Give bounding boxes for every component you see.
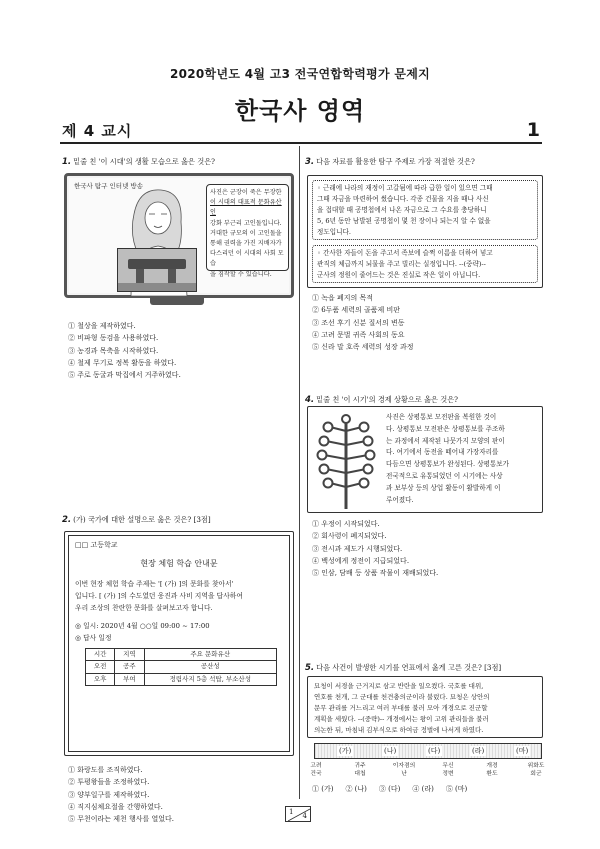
timeline-segment: (나)	[384, 747, 397, 755]
coin-mold-image	[316, 411, 376, 511]
option[interactable]: ④ (라)	[412, 785, 434, 793]
question-3-number: 3.	[305, 157, 315, 167]
option[interactable]: ② 투평왕들을 조정하였다.	[68, 778, 150, 787]
table-cell: 오전	[86, 661, 115, 673]
table-header-row	[86, 649, 277, 661]
table-row	[86, 661, 277, 673]
notice-line: 입니다. [ (가) ]의 수도였던 웅진과 사비 지역을 답사하여	[75, 592, 243, 600]
passage-line: 연호를 천개, 그 군대를 천견충의군이라 불렀다. 묘청은 상안의	[314, 693, 490, 701]
source-box	[307, 175, 543, 288]
option[interactable]: ⑤ 인삼, 담배 등 상품 작물이 재배되었다.	[312, 569, 439, 578]
timeline-label: 귀주 대첩	[354, 763, 366, 777]
schedule-table	[85, 648, 277, 686]
timeline-label: 무신 정변	[442, 763, 454, 777]
notice-line: 이번 현장 체험 학습 주제는 '[ (가) ]의 문화를 찾아서'	[75, 580, 234, 588]
option[interactable]: ⑤ 주로 동굴과 막집에서 거주하였다.	[68, 371, 181, 380]
question-5-options	[312, 783, 467, 795]
option[interactable]: ③ 양부일구를 제작하였다.	[68, 790, 150, 799]
passage-line: 과 보부상 등의 상업 활동이 활발하게 이	[386, 483, 501, 492]
trip-date: ◎ 일시: 2020년 4월 ○○일 09:00 ~ 17:00	[75, 622, 210, 630]
passage-line: ◦ 근래에 나라의 재정이 고갈됨에 따라 급한 일이 있으면 그때	[317, 184, 493, 192]
question-1-text: 밑줄 친 '이 시대'의 생활 모습으로 옳은 것은?	[73, 157, 215, 166]
notice-body	[75, 578, 243, 614]
option[interactable]: ⑤ (마)	[445, 785, 468, 793]
table-cell: 부여	[115, 673, 144, 685]
table-header: 시간	[86, 649, 115, 661]
question-3-options	[312, 292, 414, 353]
passage-line: 5, 6년 동안 남발된 공명첩이 몇 천 장이나 되는지 알 수 없을	[317, 217, 491, 225]
school-name: □□ 고등학교	[75, 541, 118, 549]
exam-title: 2020학년도 4월 고3 전국연합학력평가 문제지	[169, 67, 431, 81]
timeline-label: 개경 환도	[486, 763, 498, 777]
column-divider	[299, 146, 300, 799]
question-1-prompt	[62, 156, 297, 168]
tv-stand	[150, 298, 204, 305]
option[interactable]: ③ 조선 후기 신분 질서의 변동	[312, 318, 405, 327]
timeline-label: 위화도 회군	[527, 763, 545, 777]
question-3-prompt	[305, 156, 545, 168]
timeline-segment: (가)	[339, 747, 352, 755]
passage-line: 사진은 상평통보 모전판을 복원한 것이	[386, 413, 497, 421]
passage-line: 다. 상평통보 모전판은 상평통보를 주조하	[386, 424, 505, 433]
table-cell: 오후	[86, 673, 115, 685]
bubble-line: 사진은 군장이 죽은 무장한	[210, 189, 282, 196]
timeline-bar	[314, 743, 542, 759]
table-header: 주요 문화유산	[144, 649, 276, 661]
notice-title: 현장 체험 학습 안내문	[140, 559, 218, 568]
passage-line: 관직의 체급까지 뇌물을 주고 빌리는 실정입니다. --(중략)--	[317, 260, 486, 268]
passage-line: 는 과정에서 제작된 나뭇가지 모양의 판이	[386, 436, 505, 445]
bubble-line: 다스리던 이 시대의 사회 모습	[210, 250, 284, 268]
event-passage-box	[307, 676, 543, 738]
question-4-number: 4.	[305, 395, 315, 405]
passage-line: 다듬으면 상평통보가 완성된다. 상평통보가	[386, 460, 510, 469]
passage-line: 묘청이 서경을 근거지로 삼고 반란을 일으켰다. 국호를 대위,	[314, 682, 484, 690]
passage-line: 계획을 세웠다. --(중략)-- 개경에서는 왕이 고위 관리들을 불러	[314, 715, 489, 723]
header-rule	[60, 142, 542, 144]
subject-title: 한국사 영역	[234, 97, 366, 125]
passage-line: ◦ 간사한 자들이 돈을 주고서 족보에 슬쩍 이름을 더하여 넣고	[317, 249, 493, 257]
table-cell: 공주	[115, 661, 144, 673]
option[interactable]: ① 우정이 시작되었다.	[312, 520, 380, 528]
question-4-options	[312, 518, 438, 579]
tv-caption: 한국사 탐구 인터넷 방송	[74, 182, 143, 190]
source-passage-1	[312, 180, 538, 240]
schedule-label: ◎ 답사 일정	[75, 634, 112, 642]
option[interactable]: ① (가)	[312, 785, 334, 793]
bubble-line: 강화 부근리 고인돌입니다.	[210, 219, 282, 227]
option[interactable]: ③ 농경과 목축을 시작하였다.	[68, 346, 159, 355]
table-row	[86, 673, 277, 685]
dolmen-photo	[117, 248, 197, 292]
passage-line: 루어졌다.	[386, 495, 414, 504]
table-cell: 공산성	[144, 661, 276, 673]
question-4-text: 밑줄 친 '이 시기'의 경제 상황으로 옳은 것은?	[316, 395, 458, 404]
current-page: 1	[289, 808, 294, 816]
timeline-segment: (다)	[428, 747, 441, 755]
page-number: 1	[526, 119, 540, 141]
question-2-prompt	[62, 514, 297, 526]
option[interactable]: ⑤ 신라 말 호족 세력의 성장 과정	[312, 343, 414, 352]
option[interactable]: ④ 백성에게 정전이 지급되었다.	[312, 556, 410, 565]
option[interactable]: ⑤ 무천이라는 제천 행사를 열었다.	[68, 815, 175, 824]
option[interactable]: ④ 철제 무기로 정복 활동을 하였다.	[68, 358, 177, 367]
timeline-segment: (마)	[516, 747, 529, 755]
page-indicator	[285, 806, 311, 822]
passage-line: 그때 자금을 마련하여 썼습니다. 각종 건물을 지을 때나 사신	[317, 195, 489, 203]
question-4-prompt	[305, 394, 545, 406]
option[interactable]: ① 화랑도를 조직하였다.	[68, 766, 143, 774]
question-5-text: 다음 사건이 발생한 시기를 연표에서 옳게 고른 것은? [3점]	[316, 663, 502, 672]
option[interactable]: ② 6두품 세력의 골품제 비판	[312, 306, 400, 315]
passage-line: 전국적으로 유통되었던 이 시기에는 사상	[386, 471, 503, 480]
passage-line: 의논한 뒤, 마침내 김부식으로 하여금 정벌에 나서게 하였다.	[314, 726, 484, 734]
option[interactable]: ③ (다)	[378, 785, 401, 793]
option[interactable]: ④ 직지심체요절을 간행하였다.	[68, 802, 163, 811]
tv-screen	[69, 178, 289, 293]
question-5-prompt	[305, 662, 545, 674]
bubble-line: 이 시대의 대표적 문화유산인	[210, 199, 282, 217]
question-2-text: (가) 국가에 대한 설명으로 옳은 것은? [3점]	[73, 515, 211, 524]
period-label: 제 4 교시	[62, 122, 133, 140]
question-2-options	[68, 764, 174, 825]
tv-illustration	[64, 173, 294, 298]
table-cell: 정림사지 5층 석탑, 부소산성	[144, 673, 276, 685]
question-1-number: 1.	[62, 157, 72, 167]
question-5-number: 5.	[305, 663, 315, 673]
timeline-label: 고려 건국	[310, 763, 322, 777]
question-3-text: 다음 자료를 활용한 탐구 주제로 가장 적절한 것은?	[316, 157, 475, 166]
bubble-line: 통해 권력을 가진 지배자가	[210, 240, 282, 248]
passage-line: 정도입니다.	[317, 228, 351, 236]
speech-bubble	[206, 184, 289, 278]
coin-mold-icon	[316, 411, 376, 511]
passage-line: 군사의 정원이 줄어드는 것은 진실로 작은 일이 아닙니다.	[317, 271, 481, 279]
option[interactable]: ③ 전시과 제도가 시행되었다.	[312, 544, 403, 553]
coin-mold-box	[307, 406, 543, 513]
passage-line: 다. 여기에서 동전을 떼어내 가장자리를	[386, 448, 499, 457]
table-header: 지역	[115, 649, 144, 661]
option[interactable]: ① 철상을 제작하였다.	[68, 322, 136, 330]
passage-line: 을 접대할 때 공명첩에서 나온 자금으로 그 수요를 충당하니	[317, 206, 487, 214]
question-2-number: 2.	[62, 515, 72, 525]
option[interactable]: ② (나)	[345, 785, 367, 793]
option[interactable]: ④ 고려 문벌 귀족 사회의 동요	[312, 330, 405, 339]
notice-line: 우리 조상의 찬란한 문화를 살펴보고자 합니다.	[75, 604, 213, 612]
bubble-line: 거대한 규모의 이 고인돌을	[210, 229, 282, 237]
option[interactable]: ① 녹읍 폐지의 목적	[312, 294, 374, 302]
notice-box	[64, 531, 294, 756]
question-1-options	[68, 320, 181, 381]
passage-line: 문무 관리를 거느리고 여러 부대를 불러 모아 개경으로 진군할	[314, 704, 488, 712]
timeline-label: 이자겸의 난	[392, 763, 416, 777]
option[interactable]: ② 비파형 동검을 사용하였다.	[68, 334, 159, 343]
source-passage-2	[312, 245, 538, 283]
bubble-line: 을 짐작할 수 있습니다.	[210, 270, 272, 278]
option[interactable]: ② 회사령이 폐지되었다.	[312, 532, 387, 541]
timeline-segment: (라)	[472, 747, 485, 755]
total-pages: 4	[302, 811, 307, 820]
coin-mold-text	[386, 412, 509, 506]
